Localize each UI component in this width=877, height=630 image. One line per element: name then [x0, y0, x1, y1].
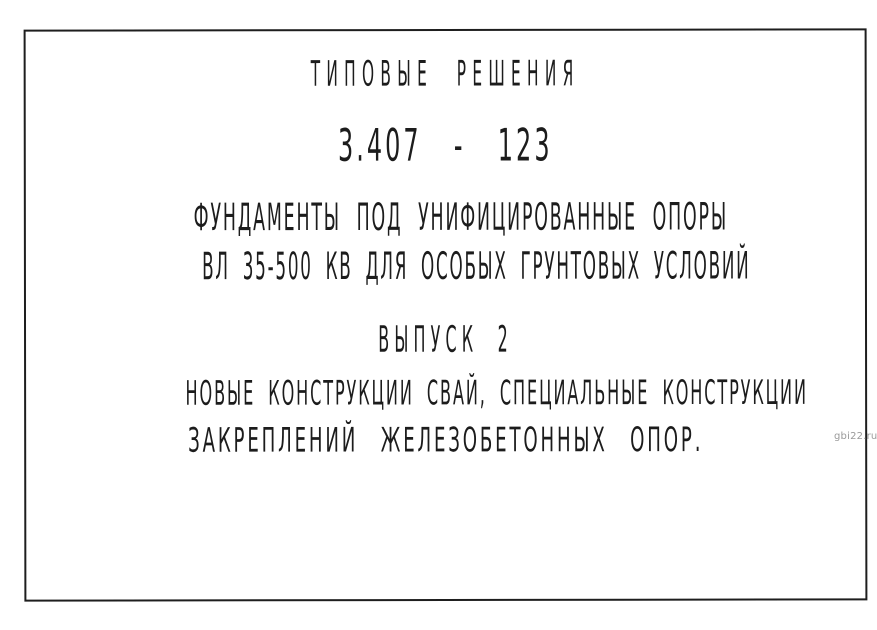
doc-title-line-2: ВЛ 35-500 КВ ДЛЯ ОСОБЫХ ГРУНТОВЫХ УСЛОВИЙ — [202, 243, 751, 289]
doc-type-heading: ТИПОВЫЕ РЕШЕНИЯ — [310, 54, 580, 95]
title-block-frame — [24, 28, 868, 601]
doc-subtitle-line-1: НОВЫЕ КОНСТРУКЦИИ СВАЙ, СПЕЦИАЛЬНЫЕ КОНСТРУКЦИИ — [185, 373, 808, 414]
doc-title-line-1: ФУНДАМЕНТЫ ПОД УНИФИЦИРОВАННЫЕ ОПОРЫ — [193, 194, 728, 240]
issue-label: ВЫПУСК 2 — [378, 317, 513, 361]
site-watermark: gbi22.ru — [834, 431, 877, 442]
doc-number: 3.407 - 123 — [337, 120, 553, 172]
doc-subtitle-line-2: ЗАКРЕПЛЕНИЙ ЖЕЛЕЗОБЕТОННЫХ ОПОР. — [188, 421, 704, 461]
